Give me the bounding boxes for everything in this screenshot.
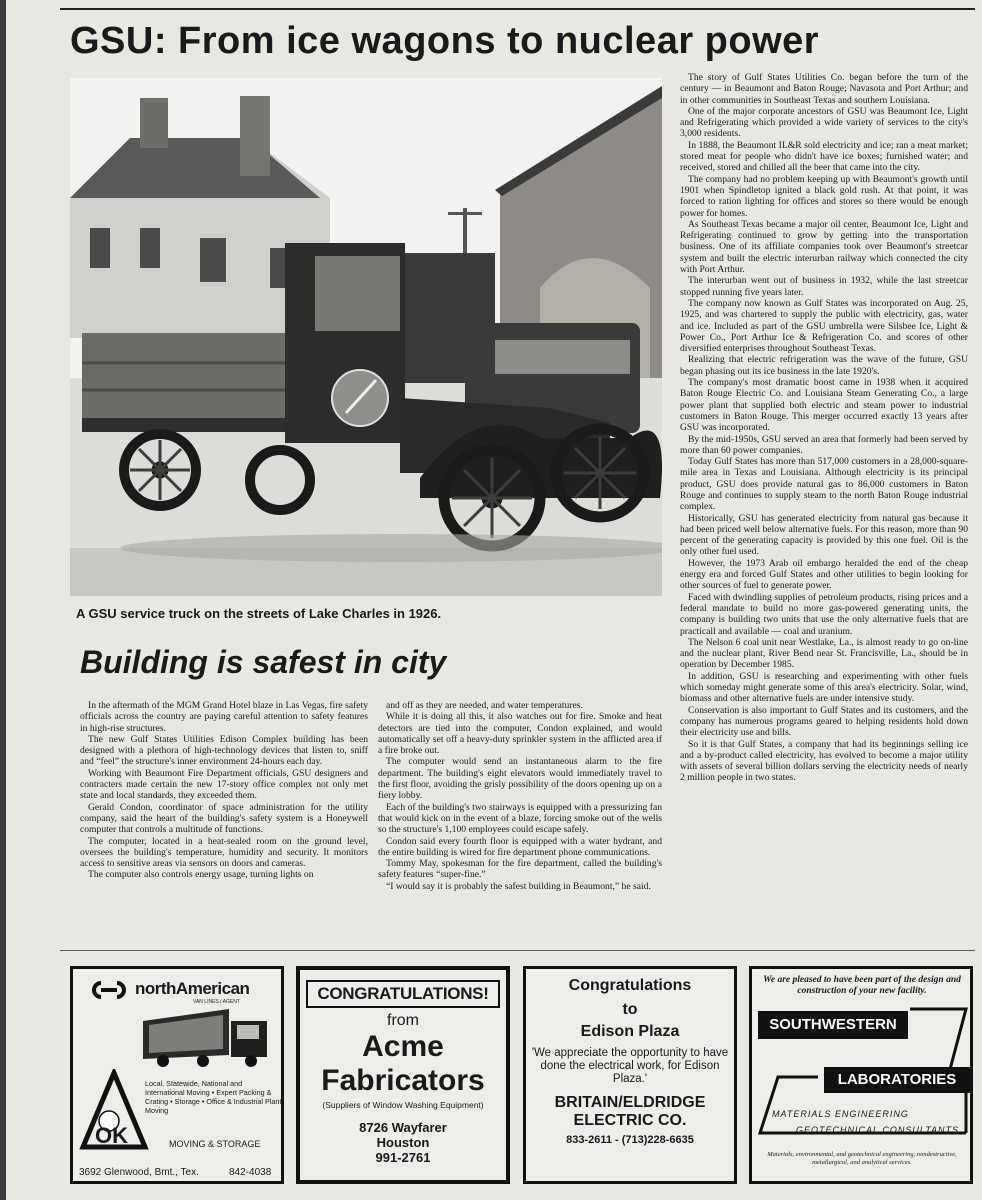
- acme-congratulations: CONGRATULATIONS!: [306, 980, 500, 1008]
- photo-caption: A GSU service truck on the streets of Lake Charles in 1926.: [76, 606, 442, 621]
- subhead: Building is safest in city: [80, 644, 447, 680]
- paragraph: Faced with dwindling supplies of petroleum products, rising prices and a federal mandate to build no more gas-powered generating units, the company is building two units that use the only alternative fuels that are practicall and available — coal and uranium.: [680, 591, 968, 637]
- southwestern-ad: [749, 966, 973, 1184]
- paragraph: The computer, located in a heat-sealed room on the ground level, oversees the building's temperature, humidity and security. It monitors access to sensitive areas via sensors on doors and cameras.: [80, 835, 368, 870]
- headline: GSU: From ice wagons to nuclear power: [70, 20, 820, 62]
- paragraph: The interurban went out of business in 1932, while the last streetcar stopped running five years later.: [680, 275, 968, 298]
- paragraph: “I would say it is probably the safest building in Beaumont,” he said.: [386, 880, 651, 892]
- paragraph: One of the major corporate ancestors of GSU was Beaumont Ice, Light and Refrigerating which provided a wide variety of services to the city's 3,000 residents.: [680, 105, 968, 140]
- building-column-a: [80, 700, 368, 881]
- paragraph: Working with Beaumont Fire Department officials, GSU designers and contracters made certain the new 17-story office complex not only met state and local standards, they exceeded them.: [80, 767, 368, 802]
- paragraph: The Nelson 6 coal unit near Westlake, La., is almost ready to go on-line and the nuclear plant, River Bend near St. Francisville, La., should be in operation by December 1985.: [680, 636, 968, 671]
- be-phones: 833-2611 - (713)228-6635: [566, 1134, 694, 1146]
- brand-text: northAmerican: [135, 979, 250, 998]
- moving-storage-label: MOVING & STORAGE: [169, 1139, 261, 1149]
- sw-name-line1: SOUTHWESTERN: [758, 1011, 908, 1039]
- acme-from: from: [387, 1012, 419, 1029]
- paragraph: As Southeast Texas became a major oil center, Beaumont Ice, Light and Refrigerating continued to grow by getting into the transportation business. One of its affiliate companies took over Beaumont's streetcar system and built the electric interurban railway which connected the city with Port Arthur.: [680, 218, 968, 276]
- acme-city: Houston: [376, 1135, 430, 1150]
- paragraph: Condon said every fourth floor is equipped with a water hydrant, and the entire building is wired for fire department phone communications.: [378, 835, 662, 858]
- paragraph: Realizing that electric refrigeration was the wave of the future, GSU began phasing out its ice business in the late 1920's.: [680, 354, 968, 377]
- paragraph: The computer also controls energy usage, turning lights on: [88, 869, 314, 881]
- top-rule: [60, 8, 975, 10]
- paragraph: In 1888, the Beaumont IL&R sold electricity and ice; ran a meat market; stored meat for people who didn't have ice boxes; furnished water; and received, stored and chilled all the beer that came into the city.: [680, 139, 968, 174]
- paragraph: In addition, GSU is researching and experimenting with other fuels which someday might generate some of this area's electricity. Solar, wind, biomass and other alternative fuels are under intensive study.: [680, 670, 968, 705]
- paragraph: In the aftermath of the MGM Grand Hotel blaze in Las Vegas, fire safety officials across the country are paying careful attention to safety features in high-rise structures.: [80, 700, 368, 734]
- address: 3692 Glenwood, Bmt., Tex.: [79, 1167, 199, 1178]
- paragraph: While it is doing all this, it also watches out for fire. Smoke and heat detectors are tied into the computer, Condon explained, and would automatically set off a heavy-duty sprinkler system in the afflicted area if a fire broke out.: [378, 711, 662, 757]
- moving-truck-icon: [143, 1007, 273, 1069]
- north-american-ad: [70, 966, 284, 1184]
- history-column: [680, 72, 968, 784]
- paragraph: Gerald Condon, coordinator of space administration for the utility company, said the heart of the building's safety system is a Honeywell computer that controls a multitude of functions.: [80, 801, 368, 836]
- moving-services: Local, Statewide, National and International Moving • Expert Packing & Crating • Storage • Office & Industrial Plant Moving: [145, 1079, 282, 1115]
- sw-footer: Materials, environmental, and geotechnical engineering, nondestructive, metallurgical, and analytical services.: [767, 1151, 957, 1166]
- acme-name-line1: Acme: [362, 1030, 444, 1063]
- be-congratulations: Congratulations: [568, 977, 692, 994]
- paragraph: Conservation is also important to Gulf States and its customers, and the company has numerous programs geared to helping residents hold down their electricity use and bills.: [680, 704, 968, 739]
- paragraph: The story of Gulf States Utilities Co. began before the turn of the century — in Beaumont and Baton Rouge; Navasota and Port Arthur; and in other communities in Southeast Texas and southern Louisiana.: [680, 72, 968, 106]
- paragraph: The company had no problem keeping up with Beaumont's growth until 1901 when Spindletop ignited a black gold rush. At that point, it was forced to ration lighting for offices and stores so there would be enough power for homes.: [680, 173, 968, 219]
- page-edge: [0, 0, 6, 1200]
- be-name-line2: ELECTRIC CO.: [573, 1112, 687, 1129]
- sw-geotechnical: GEOTECHNICAL CONSULTANTS: [796, 1125, 960, 1135]
- truck-illustration: [70, 78, 662, 596]
- sw-intro: We are pleased to have been part of the design and construction of your new facility.: [763, 975, 961, 996]
- acme-address: 8726 Wayfarer: [359, 1120, 447, 1135]
- sw-name-line2: LABORATORIES: [824, 1067, 970, 1093]
- acme-subtitle: (Suppliers of Window Washing Equipment): [322, 1100, 484, 1110]
- paragraph: and off as they are needed, and water temperatures.: [386, 700, 583, 711]
- paragraph: Tommy May, spokesman for the fire department, called the building's safety features “super-fine.”: [378, 858, 662, 881]
- brand-tagline: VAN LINES / AGENT: [193, 999, 240, 1005]
- paragraph: The company now known as Gulf States was incorporated on Aug. 25, 1925, and was chartered to supply the public with electricity, gas, water and ice. Included as part of the GSU umbrella were Silsbee Ice, Light & Power Co., Port Arthur Ice & Refrigeration Co. and scores of other diversified enterprises throughout Southeast Texas.: [680, 297, 968, 355]
- paragraph: So it is that Gulf States, a company that had its beginnings selling ice and a by-product called electricity, has evolved to become a major utility with assets of several billion dollars serving the electricity needs of nearly 2 million people in two states.: [680, 738, 968, 784]
- ok-logo-text: OK: [95, 1123, 128, 1148]
- north-american-brand: [89, 979, 249, 999]
- paragraph: The new Gulf States Utilities Edison Complex building has been designed with a plethora of high-technology devices that listen to, sniff and “feel” the structure's inner environment 24-hours each day.: [80, 733, 368, 768]
- be-message: 'We appreciate the opportunity to have done the electrical work, for Edison Plaza.': [531, 1047, 729, 1085]
- be-name-line1: BRITAIN/ELDRIDGE: [554, 1094, 706, 1111]
- acme-name-line2: Fabricators: [321, 1064, 485, 1097]
- acme-phone: 991-2761: [375, 1150, 431, 1165]
- paragraph: By the mid-1950s, GSU served an area that formerly had been served by more than 60 power companies.: [680, 433, 968, 456]
- paragraph: The computer would send an instantaneous alarm to the fire department. The building's eight elevators would immediately travel to the first floor, avoiding the grisly possibility of the doors opening up on a fiery lobby.: [378, 756, 662, 802]
- phone: 842-4038: [229, 1167, 272, 1178]
- be-to: to: [622, 1001, 638, 1018]
- paragraph: The company's most dramatic boost came in 1938 when it acquired Baton Rouge Electric Co. and Louisiana Steam Generating Co., a large power plant that supplied both electric and steam power to industrial customers in Baton Rouge. This merger occurred exactly 13 years after GSU was incorporated.: [680, 377, 968, 434]
- paragraph: Historically, GSU has generated electricity from natural gas because it had been priced well below alternative fuels. For this reason, more than 90 percent of the generating capacity is provided by this one fuel. Oil is the only other fuel used.: [680, 512, 968, 558]
- britain-eldridge-ad: [523, 966, 737, 1184]
- paragraph: However, the 1973 Arab oil embargo heralded the end of the cheap energy era and forced Gulf States and other utilities to begin looking for other sources of fuel to generate power.: [680, 557, 968, 592]
- ad-divider: [60, 950, 975, 951]
- sw-materials: MATERIALS ENGINEERING: [772, 1109, 909, 1119]
- be-edison-plaza: Edison Plaza: [580, 1023, 680, 1040]
- truck-photo: [70, 78, 662, 596]
- acme-ad: [296, 966, 510, 1184]
- building-column-b: [378, 700, 662, 892]
- paragraph: Today Gulf States has more than 517,000 customers in a 28,000-square-mile area in Texas and Louisiana. Although electricity is its principal product, GSU does provide natural gas to 86,000 customers in Baton Rouge and continues to supply steam to the north Baton Rouge industrial complex.: [680, 456, 968, 513]
- paragraph: Each of the building's two stairways is equipped with a pressurizing fan that would kick on in the event of a blaze, forcing smoke out of the wells so the structure's 1,100 employees could escape safely.: [378, 801, 662, 836]
